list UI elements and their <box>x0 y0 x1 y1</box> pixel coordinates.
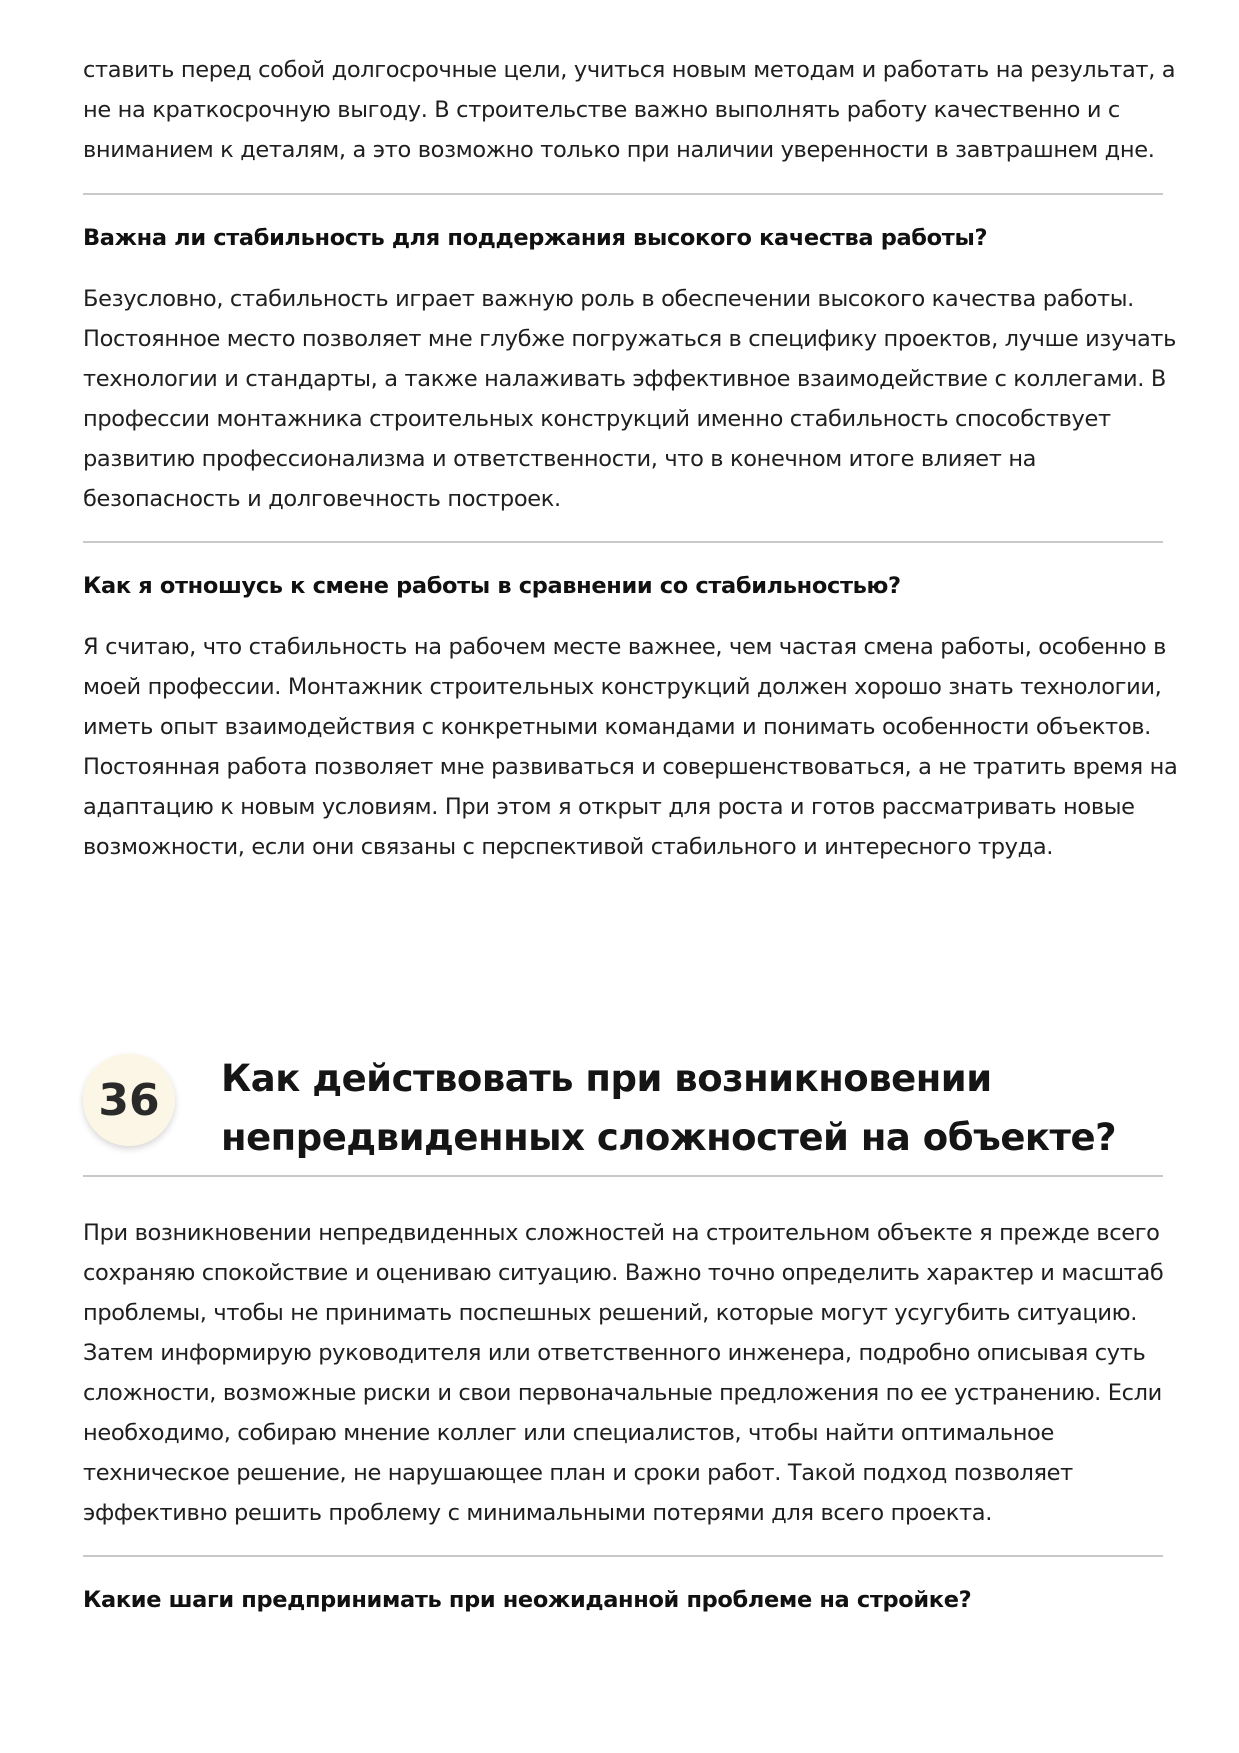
intro-paragraph <box>83 50 1176 170</box>
section-number-badge: 36 <box>83 1054 175 1146</box>
answer-paragraph <box>83 627 1178 867</box>
question-heading: Как я отношусь к смене работы в сравнении со стабильностью? <box>83 573 901 599</box>
paragraph-line: развитию профессионализма и ответственности, что в конечном итоге влияет на <box>83 446 1037 472</box>
paragraph-line: При возникновении непредвиденных сложностей на строительном объекте я прежде всего <box>83 1220 1160 1246</box>
paragraph-line: не на краткосрочную выгоду. В строительстве важно выполнять работу качественно и с <box>83 97 1120 123</box>
paragraph-line: Затем информирую руководителя или ответственного инженера, подробно описывая суть <box>83 1340 1146 1366</box>
section-title-line: непредвиденных сложностей на объекте? <box>221 1116 1117 1159</box>
paragraph-line: Постоянное место позволяет мне глубже погружаться в специфику проектов, лучше изучать <box>83 326 1177 352</box>
answer-paragraph <box>83 1213 1163 1533</box>
paragraph-line: иметь опыт взаимодействия с конкретными командами и понимать особенности объектов. <box>83 714 1151 740</box>
paragraph-line: моей профессии. Монтажник строительных конструкций должен хорошо знать технологии, <box>83 674 1162 700</box>
paragraph-line: сохраняю спокойствие и оцениваю ситуацию. Важно точно определить характер и масштаб <box>83 1260 1164 1286</box>
section-divider <box>83 193 1163 195</box>
section-divider <box>83 1175 1163 1177</box>
answer-paragraph <box>83 279 1177 519</box>
section-header <box>83 1049 1163 1175</box>
paragraph-line: Безусловно, стабильность играет важную роль в обеспечении высокого качества работы. <box>83 286 1134 312</box>
section-divider <box>83 1555 1163 1557</box>
paragraph-line: профессии монтажника строительных конструкций именно стабильность способствует <box>83 406 1111 432</box>
paragraph-line: необходимо, собираю мнение коллег или специалистов, чтобы найти оптимальное <box>83 1420 1054 1446</box>
paragraph-line: адаптацию к новым условиям. При этом я открыт для роста и готов рассматривать новые <box>83 794 1135 820</box>
section-divider <box>83 541 1163 543</box>
paragraph-line: безопасность и долговечность построек. <box>83 486 561 512</box>
paragraph-line: эффективно решить проблему с минимальными потерями для всего проекта. <box>83 1500 993 1526</box>
paragraph-line: технологии и стандарты, а также налаживать эффективное взаимодействие с коллегами. В <box>83 366 1166 392</box>
section-title-line: Как действовать при возникновении <box>221 1057 992 1100</box>
paragraph-line: ставить перед собой долгосрочные цели, учиться новым методам и работать на результат, а <box>83 57 1176 83</box>
paragraph-line: сложности, возможные риски и свои первоначальные предложения по ее устранению. Если <box>83 1380 1162 1406</box>
paragraph-line: возможности, если они связаны с перспективой стабильного и интересного труда. <box>83 834 1054 860</box>
paragraph-line: вниманием к деталям, а это возможно только при наличии уверенности в завтрашнем дне. <box>83 137 1155 163</box>
question-heading: Важна ли стабильность для поддержания высокого качества работы? <box>83 225 988 251</box>
document-page <box>83 0 1178 1620</box>
question-heading: Какие шаги предпринимать при неожиданной проблеме на стройке? <box>83 1587 972 1613</box>
paragraph-line: техническое решение, не нарушающее план и сроки работ. Такой подход позволяет <box>83 1460 1073 1486</box>
section-title <box>221 1049 1116 1167</box>
paragraph-line: проблемы, чтобы не принимать поспешных решений, которые могут усугубить ситуацию. <box>83 1300 1137 1326</box>
paragraph-line: Я считаю, что стабильность на рабочем месте важнее, чем частая смена работы, особенно в <box>83 634 1167 660</box>
paragraph-line: Постоянная работа позволяет мне развиваться и совершенствоваться, а не тратить время на <box>83 754 1178 780</box>
